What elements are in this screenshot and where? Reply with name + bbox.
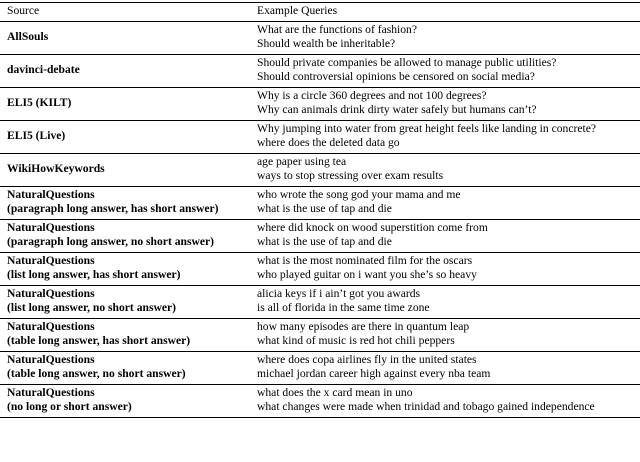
source-name: NaturalQuestions xyxy=(7,253,95,267)
example-query: where does the deleted data go xyxy=(257,136,400,149)
example-query: Should private companies be allowed to manage public utilities? xyxy=(257,55,557,69)
source-cell xyxy=(0,153,250,186)
queries-cell xyxy=(250,384,640,417)
queries-cell xyxy=(250,21,640,54)
example-query: What are the functions of fashion? xyxy=(257,22,417,36)
example-query: Why jumping into water from great height feels like landing in concrete? xyxy=(257,121,597,135)
example-queries-table xyxy=(0,2,640,418)
queries-cell xyxy=(250,351,640,384)
table-row xyxy=(0,120,640,153)
example-query: how many episodes are there in quantum leap xyxy=(257,319,470,333)
table-header-row xyxy=(0,3,640,22)
source-cell xyxy=(0,186,250,219)
example-query: ways to stop stressing over exam results xyxy=(257,169,444,182)
source-cell xyxy=(0,318,250,351)
source-cell xyxy=(0,219,250,252)
source-name: NaturalQuestions xyxy=(7,319,95,333)
source-name: ELI5 (Live) xyxy=(7,128,66,142)
source-name: NaturalQuestions xyxy=(7,220,95,234)
source-subtype: (paragraph long answer, no short answer) xyxy=(7,235,214,248)
source-subtype: (list long answer, no short answer) xyxy=(7,301,176,314)
source-name: AllSouls xyxy=(7,29,49,43)
queries-cell xyxy=(250,120,640,153)
example-query: what kind of music is red hot chili peppers xyxy=(257,334,455,347)
example-query: where does copa airlines fly in the united states xyxy=(257,352,477,366)
queries-column-header: Example Queries xyxy=(250,3,640,22)
queries-cell xyxy=(250,219,640,252)
table-row xyxy=(0,384,640,417)
source-subtype: (table long answer, no short answer) xyxy=(7,367,186,380)
example-query: alicia keys if i ain’t got you awards xyxy=(257,286,421,300)
example-query: is all of florida in the same time zone xyxy=(257,301,430,314)
example-query: who wrote the song god your mama and me xyxy=(257,187,461,201)
source-cell xyxy=(0,120,250,153)
table-row xyxy=(0,186,640,219)
table-row xyxy=(0,252,640,285)
table-row xyxy=(0,54,640,87)
table-row xyxy=(0,285,640,318)
source-cell xyxy=(0,87,250,120)
example-query: what is the use of tap and die xyxy=(257,202,392,215)
queries-cell xyxy=(250,153,640,186)
source-name: davinci-debate xyxy=(7,62,80,76)
example-query: Why is a circle 360 degrees and not 100 degrees? xyxy=(257,88,487,102)
queries-cell xyxy=(250,87,640,120)
source-name: WikiHowKeywords xyxy=(7,161,105,175)
table-row xyxy=(0,87,640,120)
example-query: Should wealth be inheritable? xyxy=(257,37,396,50)
example-query: what is the use of tap and die xyxy=(257,235,392,248)
queries-cell xyxy=(250,318,640,351)
example-query: Why can animals drink dirty water safely but humans can’t? xyxy=(257,103,537,116)
table-row xyxy=(0,219,640,252)
example-query: what does the x card mean in uno xyxy=(257,385,413,399)
source-name: NaturalQuestions xyxy=(7,286,95,300)
source-name: ELI5 (KILT) xyxy=(7,95,72,109)
source-name: NaturalQuestions xyxy=(7,385,95,399)
queries-cell xyxy=(250,186,640,219)
source-cell xyxy=(0,351,250,384)
example-query: michael jordan career high against every nba team xyxy=(257,367,491,380)
source-cell xyxy=(0,54,250,87)
source-subtype: (paragraph long answer, has short answer) xyxy=(7,202,219,215)
example-query: age paper using tea xyxy=(257,154,347,168)
table-row xyxy=(0,21,640,54)
queries-cell xyxy=(250,252,640,285)
source-cell xyxy=(0,285,250,318)
source-name: NaturalQuestions xyxy=(7,352,95,366)
example-query: what changes were made when trinidad and tobago gained independence xyxy=(257,400,595,413)
source-cell xyxy=(0,384,250,417)
example-query: where did knock on wood superstition come from xyxy=(257,220,488,234)
source-subtype: (table long answer, has short answer) xyxy=(7,334,191,347)
source-cell xyxy=(0,252,250,285)
example-query: what is the most nominated film for the oscars xyxy=(257,253,473,267)
source-column-header: Source xyxy=(0,3,250,22)
source-cell xyxy=(0,21,250,54)
table-row xyxy=(0,153,640,186)
table-row xyxy=(0,318,640,351)
example-query: Should controversial opinions be censored on social media? xyxy=(257,70,535,83)
queries-cell xyxy=(250,54,640,87)
example-query: who played guitar on i want you she’s so heavy xyxy=(257,268,477,281)
queries-cell xyxy=(250,285,640,318)
source-name: NaturalQuestions xyxy=(7,187,95,201)
source-subtype: (list long answer, has short answer) xyxy=(7,268,181,281)
table-row xyxy=(0,351,640,384)
source-subtype: (no long or short answer) xyxy=(7,400,132,413)
